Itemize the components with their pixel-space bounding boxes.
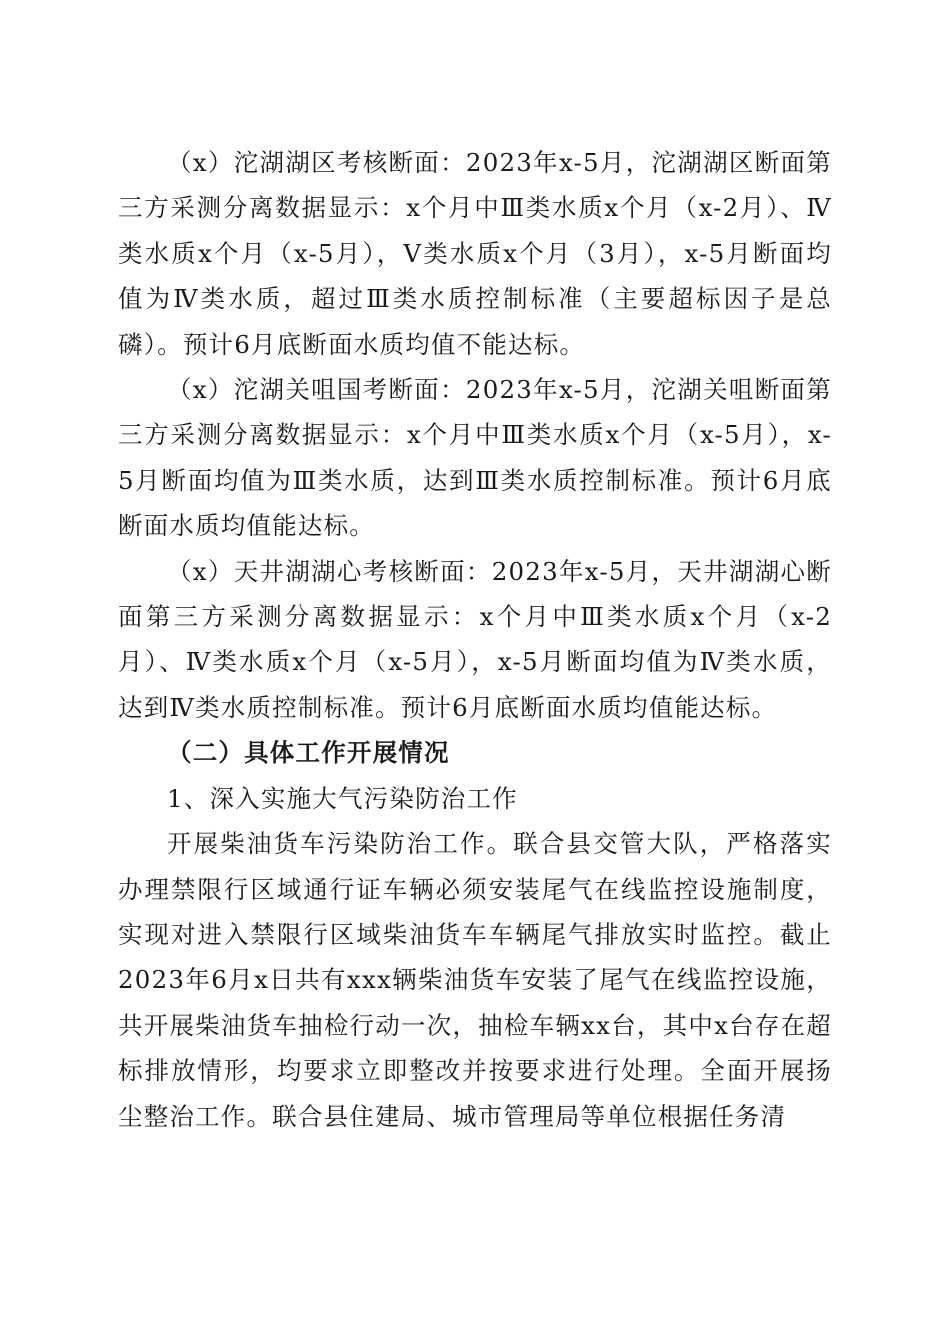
- paragraph-tuohu-lake-section: （x）沱湖湖区考核断面：2023年x-5月，沱湖湖区断面第三方采测分离数据显示：x个月中Ⅲ类水质x个月（x-2月）、Ⅳ类水质x个月（x-5月），Ⅴ类水质x个月（3月），x-5月断面均值为Ⅳ类水质，超过Ⅲ类水质控制标准（主要超标因子是总磷）。预计6月底断面水质均值不能达标。: [118, 148, 832, 359]
- paragraph-air-pollution-work: 开展柴油货车污染防治工作。联合县交管大队，严格落实办理禁限行区域通行证车辆必须安装尾气在线监控设施制度，实现对进入禁限行区域柴油货车车辆尾气排放实时监控。截止2023年6月x日共有xxx辆柴油货车安装了尾气在线监控设施，共开展柴油货车抽检行动一次，抽检车辆xx台，其中x台存在超标排放情形，均要求立即整改并按要求进行处理。全面开展扬尘整治工作。联合县住建局、城市管理局等单位根据任务清: [118, 829, 832, 1131]
- section-heading: （二）具体工作开展情况: [167, 738, 450, 768]
- paragraph-tianjing-lake-section: （x）天井湖湖心考核断面：2023年x-5月，天井湖湖心断面第三方采测分离数据显示：x个月中Ⅲ类水质x个月（x-2月）、Ⅳ类水质x个月（x-5月），x-5月断面均值为Ⅳ类水质，达到Ⅳ类水质控制标准。预计6月底断面水质均值能达标。: [118, 556, 832, 722]
- document-body: [118, 140, 832, 1139]
- paragraph-tuohu-guanju-section: （x）沱湖关咀国考断面：2023年x-5月，沱湖关咀断面第三方采测分离数据显示：x个月中Ⅲ类水质x个月（x-5月），x-5月断面均值为Ⅲ类水质，达到Ⅲ类水质控制标准。预计6月底断面水质均值能达标。: [118, 375, 832, 541]
- subsection-heading: 1、深入实施大气污染防治工作: [167, 783, 518, 813]
